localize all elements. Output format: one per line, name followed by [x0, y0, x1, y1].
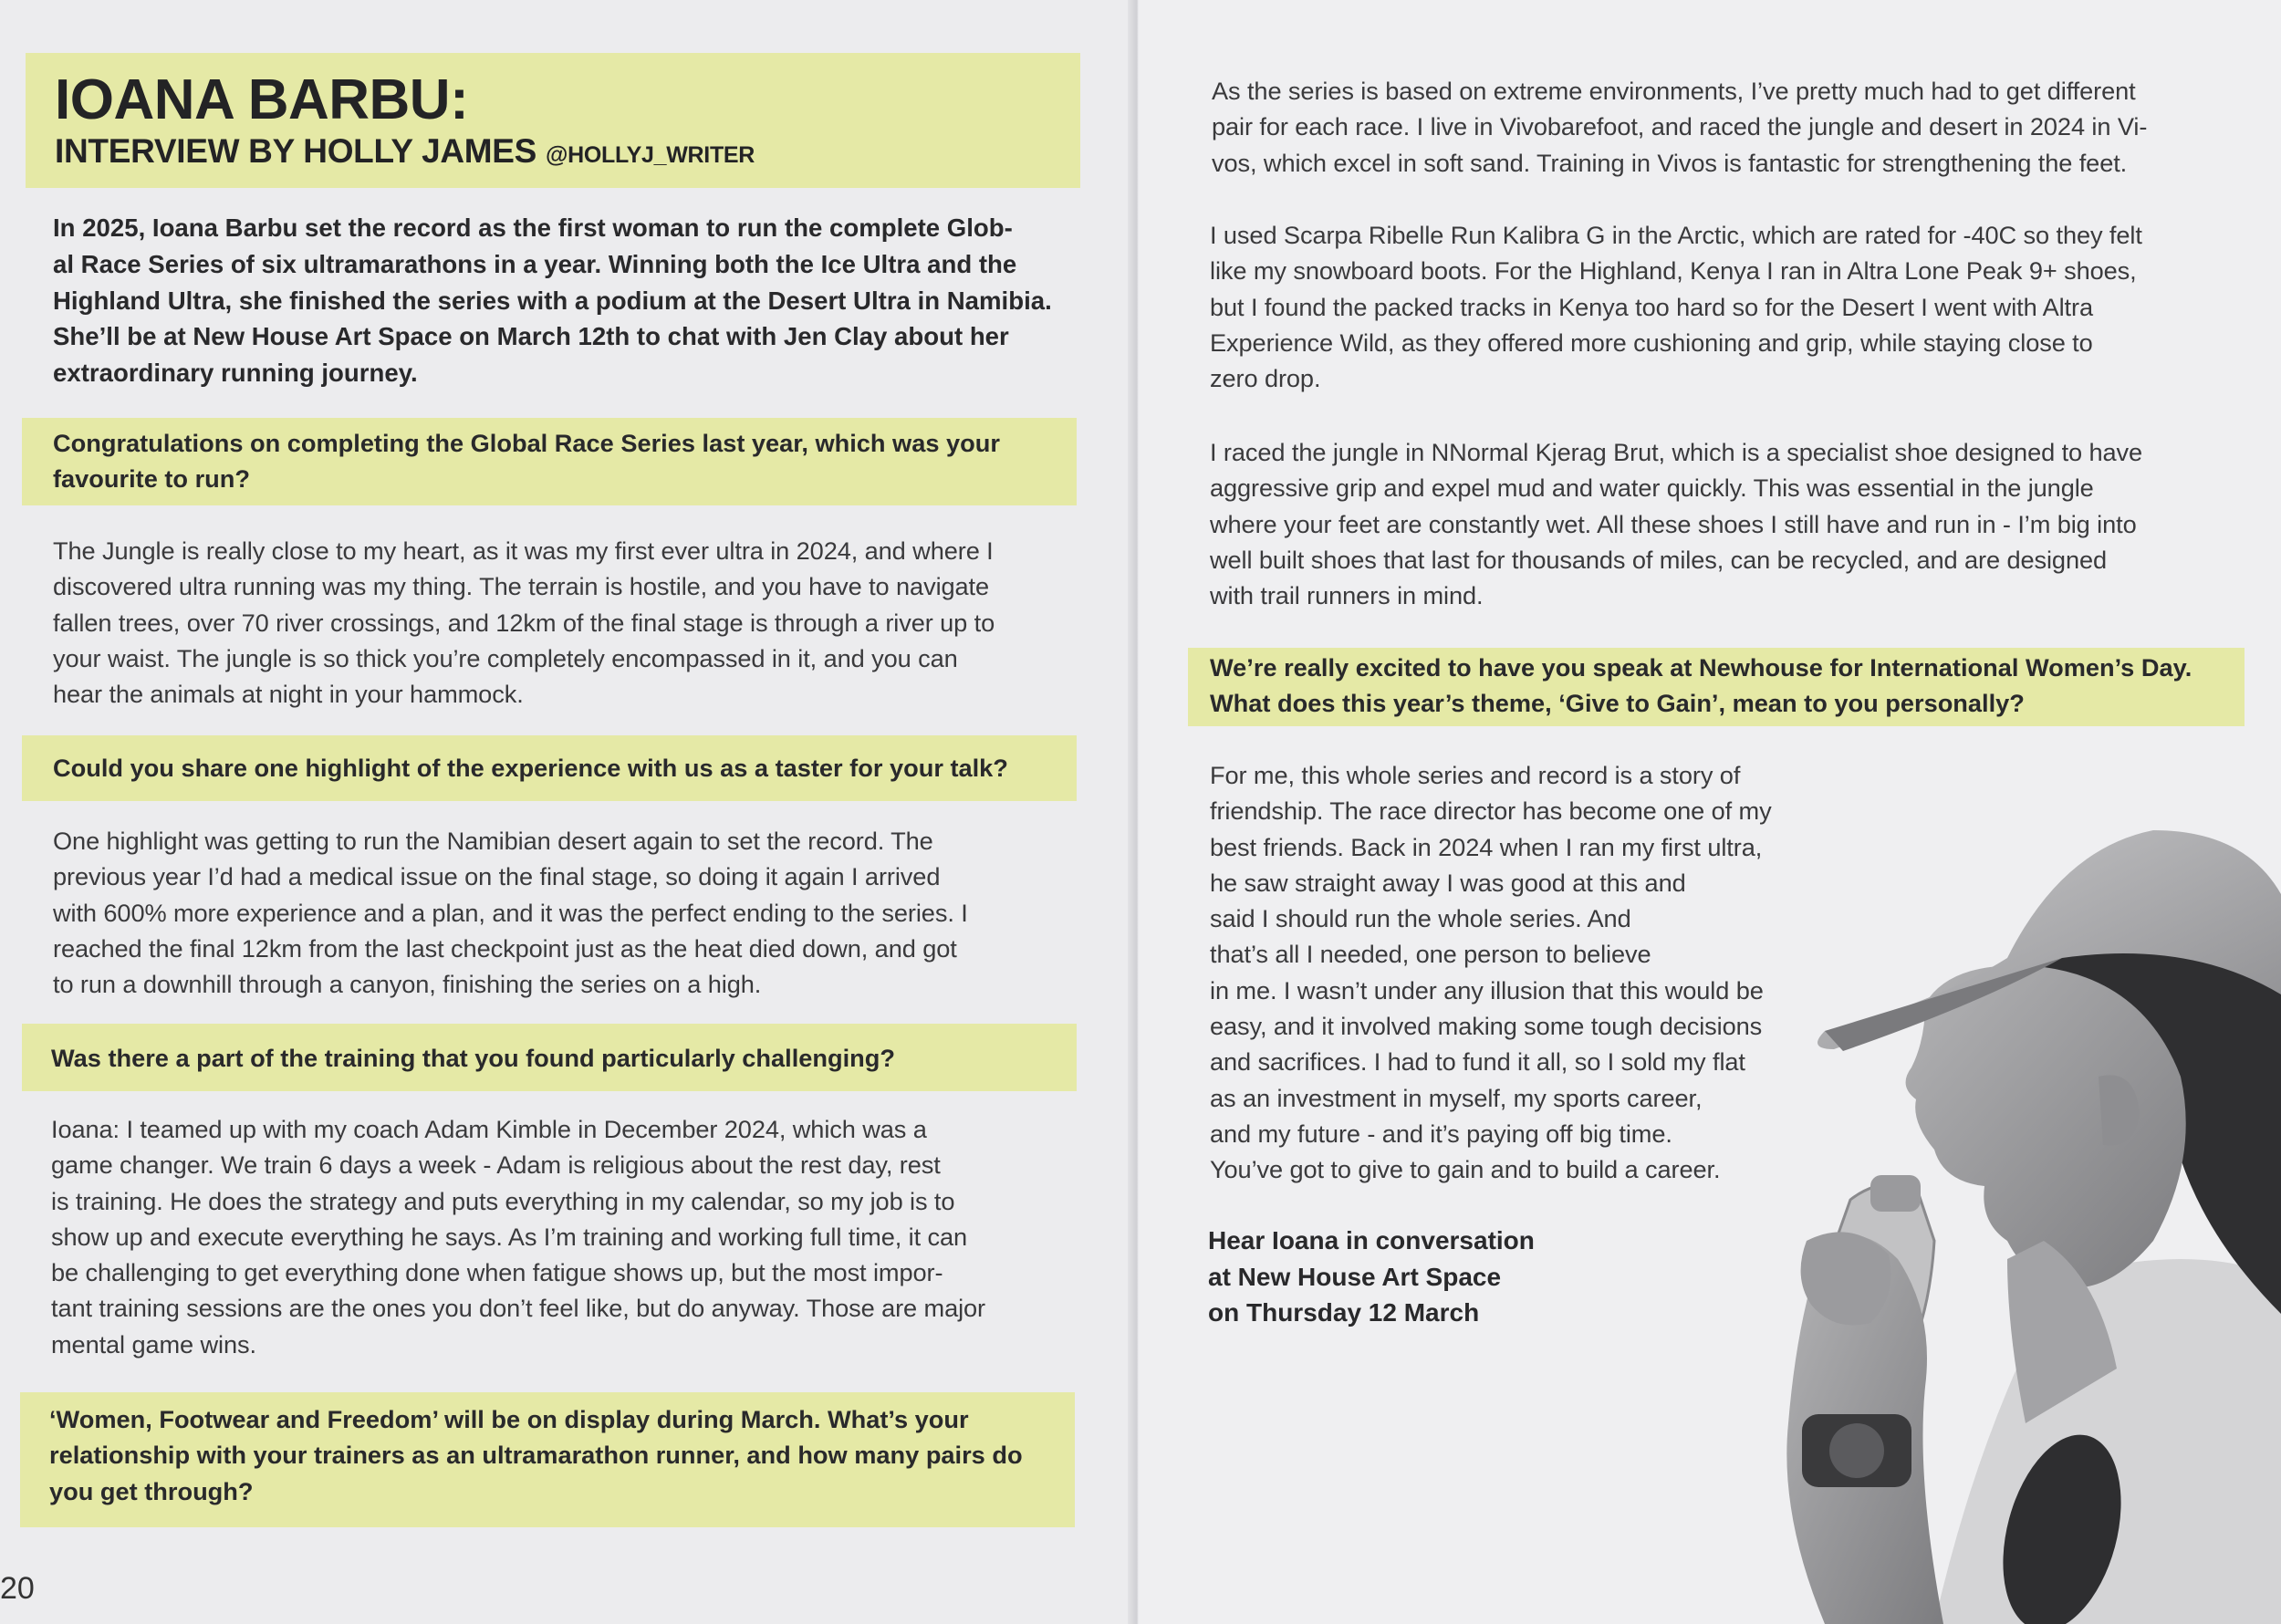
text-line: Hear Ioana in conversation	[1208, 1226, 1535, 1254]
question-1	[53, 425, 1000, 497]
text-line: that’s all I needed, one person to believe	[1210, 940, 1651, 969]
text-line: you get through?	[49, 1476, 254, 1505]
text-line: Was there a part of the training that you found particularly challenging?	[51, 1044, 895, 1072]
left-page	[0, 0, 1133, 1624]
text-line: to run a downhill through a canyon, finishing the series on a high.	[53, 970, 762, 999]
answer-2	[53, 823, 968, 1002]
question-4	[49, 1401, 1023, 1509]
text-line: well built shoes that last for thousands of miles, can be recycled, and are designed	[1210, 545, 2108, 574]
watch-face-shape	[1829, 1423, 1884, 1478]
text-line: In 2025, Ioana Barbu set the record as the first woman to run the complete Glob-	[53, 213, 1013, 242]
text-line: As the series is based on extreme environments, I’ve pretty much had to get different	[1212, 77, 2136, 105]
shirt-shape	[1934, 1259, 2281, 1624]
article-title: IOANA BARBU:	[55, 68, 469, 131]
text-line: ‘Women, Footwear and Freedom’ will be on display during March. What’s your	[49, 1405, 969, 1433]
text-line: on Thursday 12 March	[1208, 1298, 1480, 1327]
text-line: fallen trees, over 70 river crossings, and 12km of the final stage is through a river up to	[53, 608, 995, 637]
text-line: extraordinary running journey.	[53, 359, 418, 388]
answer-1	[53, 533, 995, 712]
answer-3	[51, 1111, 985, 1362]
text-line: I used Scarpa Ribelle Run Kalibra G in the Arctic, which are rated for -40C so they felt	[1210, 221, 2142, 249]
text-line: reached the final 12km from the last checkpoint just as the heat died down, and got	[53, 933, 957, 963]
text-line: Congratulations on completing the Global Race Series last year, which was your	[53, 429, 1000, 457]
text-line: You’ve got to give to gain and to build a career.	[1210, 1155, 1721, 1184]
text-line: he saw straight away I was good at this and	[1210, 868, 1686, 897]
text-line: where your feet are constantly wet. All these shoes I still have and run in - I’m big into	[1210, 509, 2137, 538]
question-3	[51, 1040, 895, 1076]
text-line: with trail runners in mind.	[1210, 581, 1484, 610]
text-line: friendship. The race director has become one of my	[1210, 796, 1772, 826]
text-line: be challenging to get everything done when fatigue shows up, but the most impor-	[51, 1258, 943, 1287]
text-line: with 600% more experience and a plan, and it was the perfect ending to the series. I	[53, 898, 968, 927]
text-line: Ioana: I teamed up with my coach Adam Kimble in December 2024, which was a	[51, 1115, 927, 1143]
event-callout	[1208, 1223, 1535, 1331]
text-line: Experience Wild, as they offered more cushioning and grip, while staying close to	[1210, 328, 2093, 357]
text-line: Highland Ultra, she finished the series with a podium at the Desert Ultra in Namibia.	[53, 286, 1052, 315]
text-line: favourite to run?	[53, 464, 250, 494]
answer-4-part-1	[1212, 73, 2147, 181]
text-line: as an investment in myself, my sports career,	[1210, 1083, 1703, 1112]
text-line: show up and execute everything he says. As I’m training and working full time, it can	[51, 1222, 968, 1251]
text-line: aggressive grip and expel mud and water quickly. This was essential in the jungle	[1210, 474, 2094, 503]
text-line: Could you share one highlight of the experience with us as a taster for your talk?	[53, 754, 1008, 782]
bottle-cap-shape	[1870, 1175, 1921, 1212]
text-line: zero drop.	[1210, 364, 1321, 393]
text-line: The Jungle is really close to my heart, as it was my first ever ultra in 2024, and where I	[53, 536, 994, 565]
text-line: and my future - and it’s paying off big time.	[1210, 1119, 1672, 1148]
byline: INTERVIEW BY HOLLY JAMES	[55, 132, 537, 170]
question-5	[1210, 650, 2192, 722]
question-2	[53, 750, 1008, 786]
text-line: but I found the packed tracks in Kenya too hard so for the Desert I went with Altra	[1210, 292, 2093, 321]
text-line: One highlight was getting to run the Namibian desert again to set the record. The	[53, 827, 933, 855]
text-line: pair for each race. I live in Vivobarefoot, and raced the jungle and desert in 2024 in Vi-	[1212, 112, 2148, 141]
text-line: mental game wins.	[51, 1329, 256, 1359]
text-line: She’ll be at New House Art Space on March 12th to chat with Jen Clay about her	[53, 322, 1009, 351]
text-line: and sacrifices. I had to fund it all, so I sold my flat	[1210, 1047, 1745, 1077]
text-line: best friends. Back in 2024 when I ran my first ultra,	[1210, 832, 1763, 861]
text-line: like my snowboard boots. For the Highland, Kenya I ran in Altra Lone Peak 9+ shoes,	[1210, 256, 2137, 286]
page-number: 20	[0, 1571, 35, 1606]
answer-4-part-3	[1210, 434, 2142, 613]
text-line: game changer. We train 6 days a week - Adam is religious about the rest day, rest	[51, 1150, 941, 1180]
text-line: your waist. The jungle is so thick you’re completely encompassed in it, and you can	[53, 643, 958, 672]
text-line: hear the animals at night in your hammock.	[53, 680, 524, 709]
text-line: previous year I’d had a medical issue on the final stage, so doing it again I arrived	[53, 862, 941, 891]
text-line: in me. I wasn’t under any illusion that this would be	[1210, 975, 1764, 1005]
text-line: I raced the jungle in NNormal Kjerag Brut, which is a specialist shoe designed to have	[1210, 438, 2143, 466]
text-line: easy, and it involved making some tough decisions	[1210, 1012, 1763, 1041]
author-handle: @HOLLYJ_WRITER	[546, 142, 755, 168]
intro-paragraph	[53, 210, 1052, 391]
text-line: tant training sessions are the ones you don’t feel like, but do anyway. Those are major	[51, 1294, 986, 1323]
text-line: relationship with your trainers as an ultramarathon runner, and how many pairs do	[49, 1441, 1023, 1470]
text-line: is training. He does the strategy and puts everything in my calendar, so my job is to	[51, 1186, 955, 1215]
text-line: said I should run the whole series. And	[1210, 904, 1631, 933]
text-line: What does this year’s theme, ‘Give to Gain’, mean to you personally?	[1210, 689, 2025, 718]
text-line: vos, which excel in soft sand. Training in Vivos is fantastic for strengthening the feet.	[1212, 148, 2128, 177]
answer-4-part-2	[1210, 217, 2142, 396]
article-subtitle	[55, 131, 755, 175]
text-line: For me, this whole series and record is a story of	[1210, 761, 1741, 789]
answer-5	[1210, 757, 1772, 1188]
text-line: at New House Art Space	[1208, 1262, 1502, 1291]
text-line: discovered ultra running was my thing. The terrain is hostile, and you have to navigate	[53, 572, 990, 601]
text-line: al Race Series of six ultramarathons in a year. Winning both the Ice Ultra and the	[53, 249, 1017, 278]
text-line: We’re really excited to have you speak at Newhouse for International Women’s Day.	[1210, 653, 2192, 682]
